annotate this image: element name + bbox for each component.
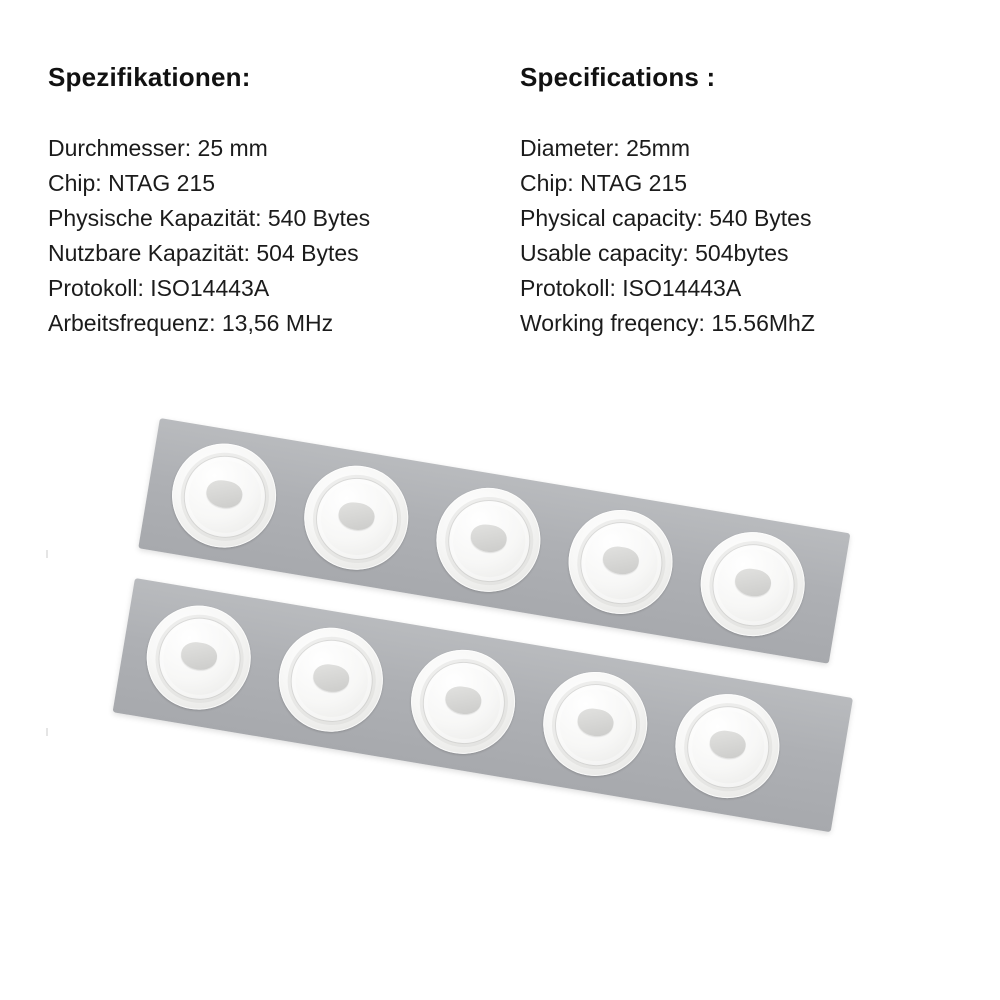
background-speck [46, 550, 48, 558]
spec-line-usable-capacity-en: Usable capacity: 504bytes [520, 240, 789, 266]
nfc-tag [429, 480, 549, 600]
nfc-tag [668, 686, 788, 806]
nfc-tag [271, 620, 391, 740]
spec-line-physical-capacity-en: Physical capacity: 540 Bytes [520, 205, 812, 231]
spec-line-frequency-de: Arbeitsfrequenz: 13,56 MHz [48, 310, 334, 336]
specifications-german [48, 62, 488, 341]
spec-line-usable-capacity-de: Nutzbare Kapazität: 504 Bytes [48, 240, 359, 266]
specifications-german-title: Spezifikationen: [48, 62, 251, 92]
nfc-tag [139, 598, 259, 718]
spec-line-frequency-en: Working freqency: 15.56MhZ [520, 310, 815, 336]
nfc-tag [296, 458, 416, 578]
nfc-tag [693, 524, 813, 644]
nfc-tag [561, 502, 681, 622]
nfc-tag [403, 642, 523, 762]
product-photo [0, 400, 1000, 1000]
spec-line-protocol-en: Protokoll: ISO14443A [520, 275, 742, 301]
spec-line-chip-de: Chip: NTAG 215 [48, 170, 216, 196]
specifications-english-title: Specifications : [520, 62, 716, 92]
spec-line-chip-en: Chip: NTAG 215 [520, 170, 688, 196]
background-speck [46, 728, 48, 736]
specifications-english [520, 62, 970, 341]
spec-line-diameter-en: Diameter: 25mm [520, 135, 690, 161]
spec-line-protocol-de: Protokoll: ISO14443A [48, 275, 270, 301]
spec-line-diameter-de: Durchmesser: 25 mm [48, 135, 268, 161]
nfc-tag [535, 664, 655, 784]
nfc-tag [164, 436, 284, 556]
spec-line-physical-capacity-de: Physische Kapazität: 540 Bytes [48, 205, 371, 231]
